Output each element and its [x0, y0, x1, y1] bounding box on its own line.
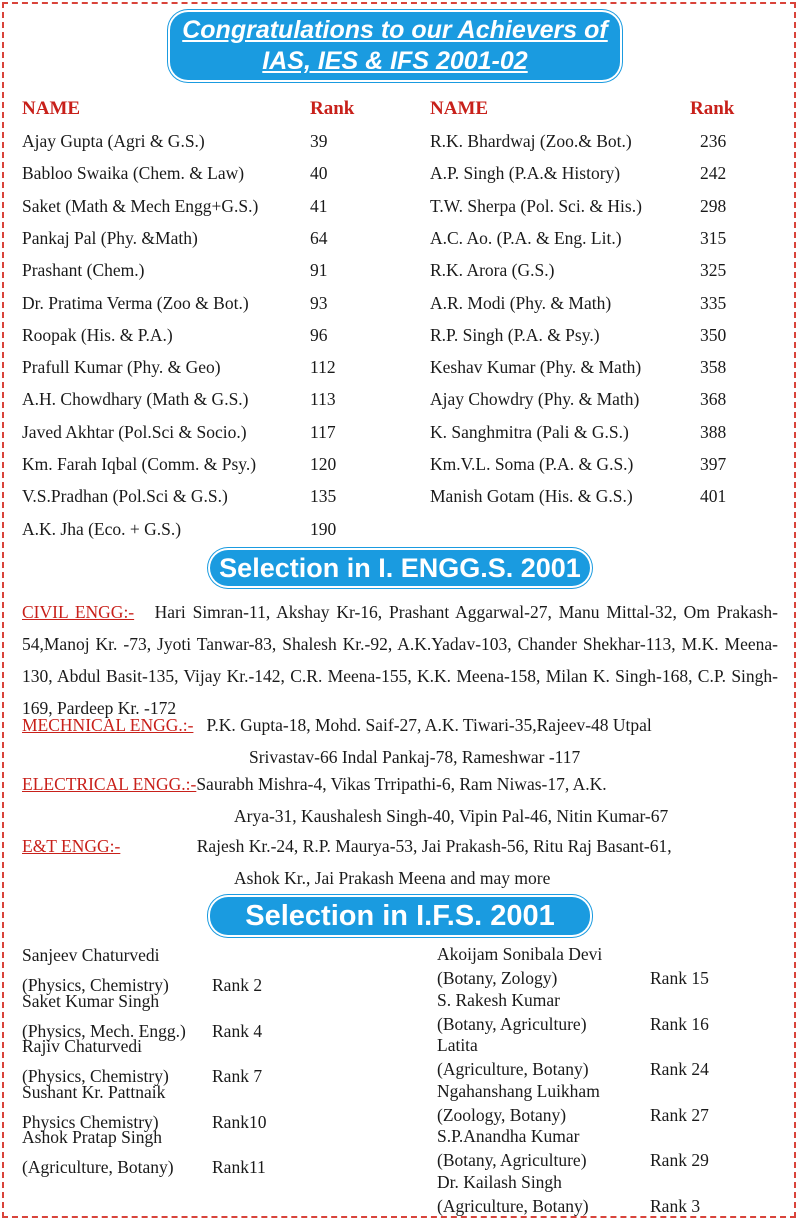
right-rank-header: Rank — [690, 98, 735, 119]
ifs-right-rank: Rank 15 — [650, 968, 709, 988]
et-engg-label: E&T ENGG:- — [22, 836, 121, 856]
ias-right-name: R.K. Arora (G.S.) — [430, 260, 555, 281]
title-line-2: IAS, IES & IFS 2001-02 — [262, 47, 528, 75]
elec-engg-label: ELECTRICAL ENGG.:- — [22, 774, 197, 794]
ias-right-name: A.P. Singh (P.A.& History) — [430, 163, 621, 184]
ifs-left-name: Ashok Pratap Singh — [22, 1127, 162, 1148]
ias-right-name: Keshav Kumar (Phy. & Math) — [430, 357, 642, 378]
ifs-left-name: Sanjeev Chaturvedi — [22, 945, 160, 965]
ias-right-rank: 358 — [700, 357, 727, 378]
ias-left-rank: 113 — [310, 389, 336, 410]
ias-left-rank: 64 — [310, 227, 328, 248]
ias-right-name: R.K. Bhardwaj (Zoo.& Bot.) — [430, 131, 632, 151]
title-banner — [170, 12, 620, 80]
civil-engg-section — [22, 596, 778, 724]
ifs-left-subjects: (Physics, Chemistry) — [22, 975, 169, 995]
ifs-right-name: Ngahanshang Luikham — [437, 1080, 600, 1101]
mech-engg-label: MECHNICAL ENGG.:- — [22, 715, 194, 735]
ias-left-rank: 120 — [310, 454, 337, 474]
ias-right-rank: 397 — [700, 454, 727, 474]
et-engg-list-2: Ashok Kr., Jai Prakash Meena and may more — [234, 868, 551, 888]
ifs-right-subjects: (Botany, Agriculture) — [437, 1013, 587, 1034]
ias-left-rank: 112 — [310, 357, 336, 378]
ifs-left-name: Saket Kumar Singh — [22, 990, 160, 1011]
ias-left-rank: 93 — [310, 292, 328, 313]
ifs-left-rank: Rank 2 — [212, 975, 263, 995]
mech-engg-list-2: Srivastav-66 Indal Pankaj-78, Rameshwar -117 — [249, 747, 581, 767]
ias-left-rank: 39 — [310, 131, 328, 151]
mech-engg-list-1: P.K. Gupta-18, Mohd. Saif-27, A.K. Tiwari-35,Rajeev-48 Utpal — [206, 715, 652, 735]
ifs-right-rank: Rank 16 — [650, 1013, 709, 1034]
ias-right-rank: 388 — [700, 421, 727, 442]
ias-left-rank: 135 — [310, 486, 337, 507]
ifs-right-name: Latita — [437, 1035, 478, 1056]
ias-left-rank: 40 — [310, 163, 328, 184]
ifs-right-name: Dr. Kailash Singh — [437, 1172, 562, 1192]
elec-engg-list-2: Arya-31, Kaushalesh Singh-40, Vipin Pal-46, Nitin Kumar-67 — [234, 806, 669, 826]
ifs-left-subjects: (Physics, Chemistry) — [22, 1066, 169, 1087]
ias-left-name: A.H. Chowdhary (Math & G.S.) — [22, 389, 249, 410]
mech-engg-section — [22, 709, 778, 773]
ias-left-name: A.K. Jha (Eco. + G.S.) — [22, 518, 182, 539]
ias-right-rank: 350 — [700, 324, 727, 345]
civil-engg-label: CIVIL ENGG:- — [22, 602, 135, 622]
ifs-right-subjects: (Zoology, Botany) — [437, 1104, 567, 1125]
ias-left-name: Ajay Gupta (Agri & G.S.) — [22, 131, 205, 151]
ias-right-name: T.W. Sherpa (Pol. Sci. & His.) — [430, 195, 642, 216]
elec-engg-section — [22, 768, 778, 832]
ifs-right-name: Akoijam Sonibala Devi — [437, 944, 603, 964]
left-rank-header: Rank — [310, 98, 355, 119]
ias-left-name: Javed Akhtar (Pol.Sci & Socio.) — [22, 421, 247, 442]
title-line-1: Congratulations to our Achievers of — [182, 16, 608, 44]
ifs-left-rank: Rank 7 — [212, 1066, 263, 1087]
ifs-left-name: Rajiv Chaturvedi — [22, 1036, 143, 1057]
ias-left-rank: 41 — [310, 195, 328, 216]
ias-left-name: Babloo Swaika (Chem. & Law) — [22, 163, 245, 184]
ifs-right-rank: Rank 27 — [650, 1104, 709, 1125]
ias-right-name: Ajay Chowdry (Phy. & Math) — [430, 389, 640, 410]
ias-right-rank: 368 — [700, 389, 727, 410]
ias-right-rank: 298 — [700, 195, 727, 216]
ias-right-name: Km.V.L. Soma (P.A. & G.S.) — [430, 454, 634, 474]
ias-left-rank: 190 — [310, 518, 337, 539]
ias-left-name: Pankaj Pal (Phy. &Math) — [22, 227, 198, 248]
ifs-left-subjects: Physics Chemistry) — [22, 1111, 159, 1132]
ias-right-rank: 242 — [700, 163, 727, 184]
ies-banner: Selection in I. ENGG.S. 2001 — [210, 550, 590, 586]
ifs-right-subjects: (Botany, Agriculture) — [437, 1150, 587, 1171]
ias-left-name: V.S.Pradhan (Pol.Sci & G.S.) — [22, 486, 228, 507]
ias-right-rank: 325 — [700, 260, 727, 281]
ias-right-name: R.P. Singh (P.A. & Psy.) — [430, 324, 600, 345]
ifs-left-name: Sushant Kr. Pattnaik — [22, 1081, 166, 1102]
ias-right-rank: 315 — [700, 227, 727, 248]
ias-left-name: Saket (Math & Mech Engg+G.S.) — [22, 195, 259, 216]
ias-left-name: Prafull Kumar (Phy. & Geo) — [22, 357, 221, 378]
ifs-left-rank: Rank11 — [212, 1157, 266, 1178]
ifs-left-subjects: (Physics, Mech. Engg.) — [22, 1020, 186, 1041]
ias-right-rank: 236 — [700, 131, 727, 151]
et-engg-section — [22, 830, 778, 894]
ias-right-name: K. Sanghmitra (Pali & G.S.) — [430, 421, 629, 442]
ias-right-rank: 335 — [700, 292, 727, 313]
ias-right-name: A.C. Ao. (P.A. & Eng. Lit.) — [430, 227, 622, 248]
elec-engg-list-1: Saurabh Mishra-4, Vikas Trripathi-6, Ram Niwas-17, A.K. — [196, 774, 607, 794]
ifs-right-rank: Rank 29 — [650, 1150, 709, 1171]
ias-left-rank: 96 — [310, 324, 328, 345]
ifs-right-name: S.P.Anandha Kumar — [437, 1126, 580, 1147]
ifs-right-rank: Rank 24 — [650, 1059, 709, 1080]
ifs-right-rank: Rank 3 — [650, 1196, 701, 1216]
ifs-right-subjects: (Agriculture, Botany) — [437, 1059, 589, 1080]
ifs-right-name: S. Rakesh Kumar — [437, 989, 560, 1010]
ifs-right-subjects: (Agriculture, Botany) — [437, 1196, 589, 1216]
ias-left-name: Dr. Pratima Verma (Zoo & Bot.) — [22, 292, 249, 313]
ias-right-name: A.R. Modi (Phy. & Math) — [430, 292, 612, 313]
ifs-left-subjects: (Agriculture, Botany) — [22, 1157, 174, 1178]
ifs-left-rank: Rank10 — [212, 1111, 267, 1132]
ias-left-name: Roopak (His. & P.A.) — [22, 324, 173, 345]
ias-left-name: Km. Farah Iqbal (Comm. & Psy.) — [22, 454, 257, 474]
ifs-banner: Selection in I.F.S. 2001 — [210, 897, 590, 935]
ias-right-name: Manish Gotam (His. & G.S.) — [430, 486, 633, 507]
right-name-header: NAME — [430, 98, 489, 119]
ias-left-rank: 91 — [310, 260, 328, 281]
ifs-right-subjects: (Botany, Zology) — [437, 968, 558, 988]
ias-right-rank: 401 — [700, 486, 727, 507]
left-name-header: NAME — [22, 98, 81, 119]
et-engg-list-1: Rajesh Kr.-24, R.P. Maurya-53, Jai Prakash-56, Ritu Raj Basant-61, — [196, 836, 672, 856]
ias-left-rank: 117 — [310, 421, 336, 442]
civil-engg-list: Hari Simran-11, Akshay Kr-16, Prashant Aggarwal-27, Manu Mittal-32, Om Prakash-54,Manoj Kr. -73, Jyoti Tanwar-83, Shalesh Kr.-92, A.K.Yadav-103, Chander Shekhar-113, M.K. Meena-130, Abdul Basit-135, Vijay Kr.-142, C.R. Meena-155, K.K. Meena-158, Milan K. Singh-168, C.P. Singh-169, Pardeep Kr. -172 — [22, 602, 778, 718]
ifs-left-rank: Rank 4 — [212, 1020, 263, 1041]
ias-left-name: Prashant (Chem.) — [22, 260, 145, 281]
